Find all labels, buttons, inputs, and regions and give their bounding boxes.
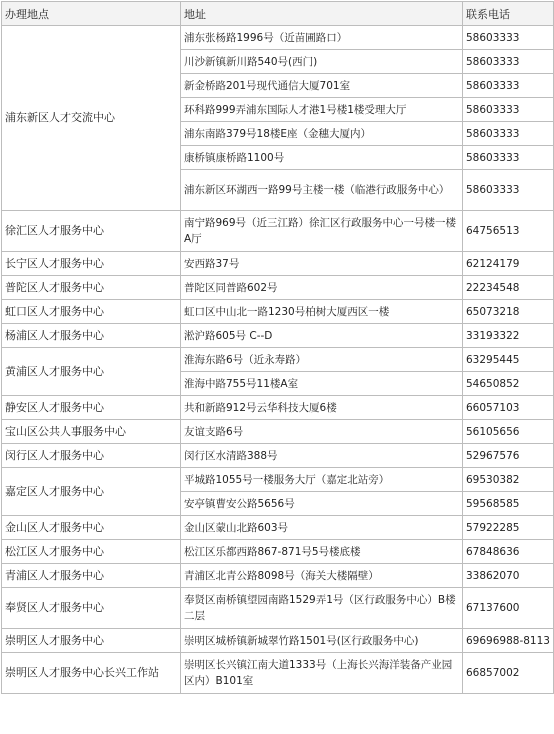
phone-cell: 33862070 [463,564,554,588]
address-cell: 安西路37号 [181,252,463,276]
office-cell: 静安区人才服务中心 [2,396,181,420]
address-cell: 浦东新区环湖西一路99号主楼一楼（临港行政服务中心） [181,170,463,211]
phone-cell: 67848636 [463,540,554,564]
office-cell: 闵行区人才服务中心 [2,444,181,468]
address-cell: 平城路1055号一楼服务大厅（嘉定北站旁） [181,468,463,492]
phone-cell: 58603333 [463,50,554,74]
address-cell: 青浦区北青公路8098号（海关大楼隔壁） [181,564,463,588]
table-row [2,516,554,540]
phone-cell: 69530382 [463,468,554,492]
phone-cell: 66057103 [463,396,554,420]
phone-cell: 58603333 [463,98,554,122]
address-cell: 共和新路912号云华科技大厦6楼 [181,396,463,420]
address-cell: 普陀区同普路602号 [181,276,463,300]
office-cell: 宝山区公共人事服务中心 [2,420,181,444]
office-cell: 普陀区人才服务中心 [2,276,181,300]
table-row [2,540,554,564]
phone-cell: 62124179 [463,252,554,276]
address-cell: 浦东张杨路1996号（近苗圃路口） [181,26,463,50]
table-row [2,653,554,694]
table-row [2,629,554,653]
phone-cell: 56105656 [463,420,554,444]
address-cell: 浦东南路379号18楼E座（金穗大厦内） [181,122,463,146]
table-row [2,396,554,420]
table-row [2,588,554,629]
table-row [2,300,554,324]
phone-cell: 58603333 [463,74,554,98]
table-row [2,564,554,588]
office-cell: 杨浦区人才服务中心 [2,324,181,348]
office-cell: 黄浦区人才服务中心 [2,348,181,396]
address-cell: 奉贤区南桥镇望园南路1529弄1号（区行政服务中心）B楼二层 [181,588,463,629]
table-row [2,211,554,252]
address-header: 地址 [181,2,463,26]
address-cell: 川沙新镇新川路540号(西门) [181,50,463,74]
address-cell: 崇明区城桥镇新城翠竹路1501号(区行政服务中心) [181,629,463,653]
address-cell: 松江区乐都西路867-871号5号楼底楼 [181,540,463,564]
office-cell: 奉贤区人才服务中心 [2,588,181,629]
address-cell: 崇明区长兴镇江南大道1333号（上海长兴海洋装备产业园区内）B101室 [181,653,463,694]
table-body [2,26,554,694]
office-cell: 青浦区人才服务中心 [2,564,181,588]
address-cell: 淞沪路605号 C--D [181,324,463,348]
address-cell: 康桥镇康桥路1100号 [181,146,463,170]
office-table [1,1,554,694]
office-cell: 虹口区人才服务中心 [2,300,181,324]
office-cell: 浦东新区人才交流中心 [2,26,181,211]
office-cell: 崇明区人才服务中心 [2,629,181,653]
table-row [2,276,554,300]
phone-cell: 58603333 [463,170,554,211]
address-cell: 南宁路969号（近三江路）徐汇区行政服务中心一号楼一楼A厅 [181,211,463,252]
address-cell: 新金桥路201号现代通信大厦701室 [181,74,463,98]
table-row [2,26,554,50]
address-cell: 虹口区中山北一路1230号柏树大厦西区一楼 [181,300,463,324]
table-row [2,348,554,372]
phone-cell: 66857002 [463,653,554,694]
office-cell: 徐汇区人才服务中心 [2,211,181,252]
phone-cell: 33193322 [463,324,554,348]
phone-cell: 64756513 [463,211,554,252]
table-row [2,444,554,468]
table-row [2,420,554,444]
address-cell: 金山区蒙山北路603号 [181,516,463,540]
phone-cell: 65073218 [463,300,554,324]
phone-cell: 63295445 [463,348,554,372]
phone-cell: 58603333 [463,26,554,50]
header-row [2,2,554,26]
address-cell: 安亭镇曹安公路5656号 [181,492,463,516]
office-cell: 金山区人才服务中心 [2,516,181,540]
office-cell: 崇明区人才服务中心长兴工作站 [2,653,181,694]
phone-cell: 67137600 [463,588,554,629]
table-row [2,252,554,276]
address-cell: 淮海东路6号（近永寿路） [181,348,463,372]
office-cell: 嘉定区人才服务中心 [2,468,181,516]
office-cell: 松江区人才服务中心 [2,540,181,564]
address-cell: 环科路999弄浦东国际人才港1号楼1楼受理大厅 [181,98,463,122]
phone-cell: 59568585 [463,492,554,516]
phone-cell: 69696988-8113 [463,629,554,653]
phone-cell: 52967576 [463,444,554,468]
table-row [2,324,554,348]
address-cell: 淮海中路755号11楼A室 [181,372,463,396]
phone-cell: 57922285 [463,516,554,540]
address-cell: 闵行区水清路388号 [181,444,463,468]
address-cell: 友谊支路6号 [181,420,463,444]
phone-header: 联系电话 [463,2,554,26]
office-cell: 长宁区人才服务中心 [2,252,181,276]
phone-cell: 22234548 [463,276,554,300]
phone-cell: 58603333 [463,146,554,170]
phone-cell: 54650852 [463,372,554,396]
phone-cell: 58603333 [463,122,554,146]
office-header: 办理地点 [2,2,181,26]
table-row [2,468,554,492]
